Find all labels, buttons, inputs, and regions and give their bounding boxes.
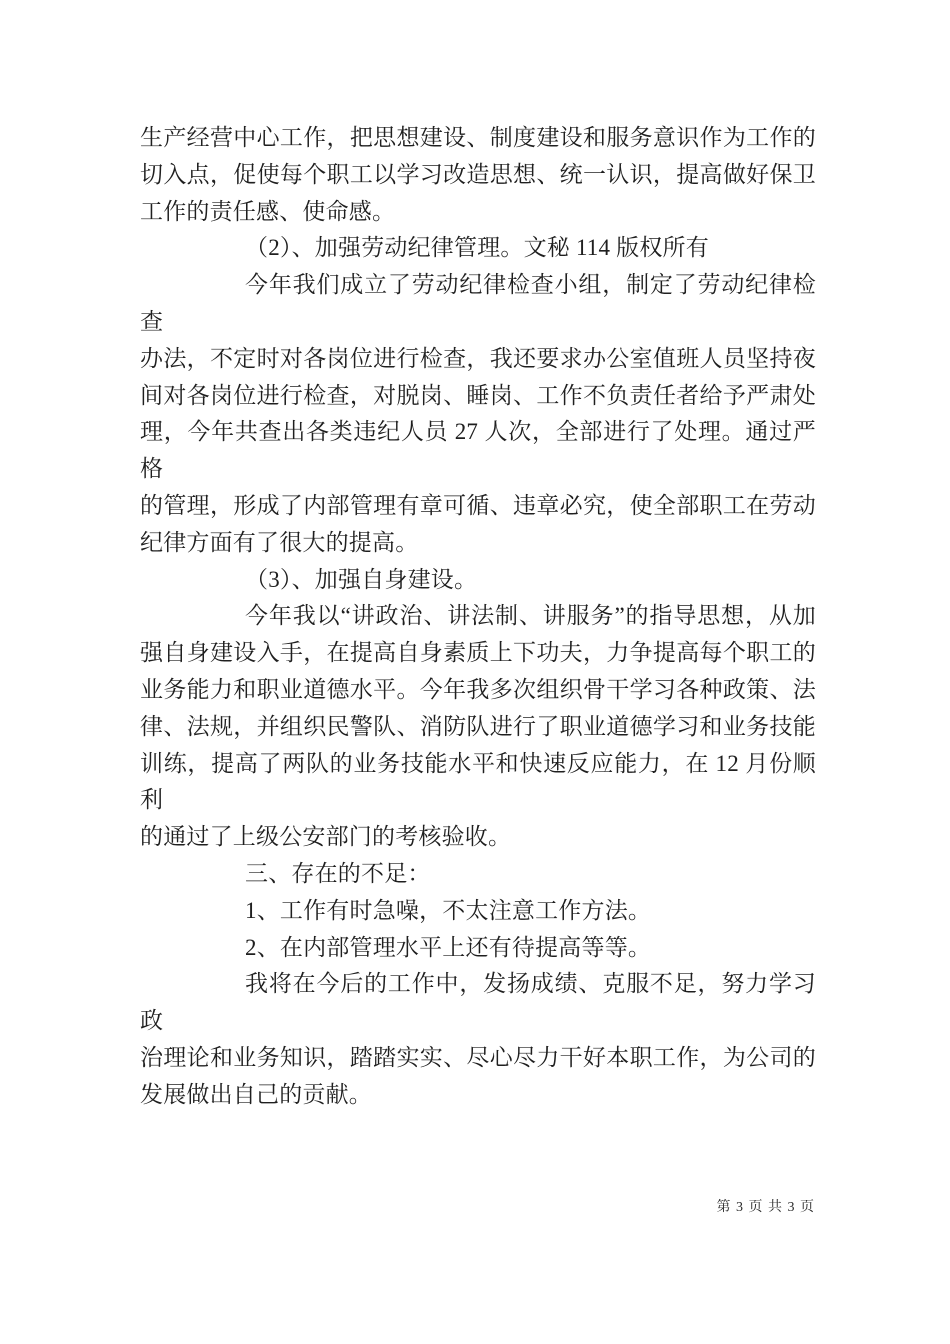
text-line: 工作的责任感、使命感。: [140, 198, 396, 224]
text-line: （2）、加强劳动纪律管理。文秘 114 版权所有: [245, 235, 709, 261]
text-line: 1、工作有时急噪，不太注意工作方法。: [245, 897, 652, 923]
text-line: 强自身建设入手，在提高自身素质上下功夫，力争提高每个职工的: [140, 640, 816, 666]
text-line: （3）、加强自身建设。: [245, 566, 478, 592]
document-text: [140, 120, 816, 1114]
text-line: 今年我们成立了劳动纪律检查小组，制定了劳动纪律检查: [140, 272, 816, 334]
text-line: 三、存在的不足：: [245, 860, 431, 886]
text-line: 的管理，形成了内部管理有章可循、违章必究，使全部职工在劳动: [140, 492, 816, 518]
text-line: 律、法规，并组织民警队、消防队进行了职业道德学习和业务技能: [140, 713, 816, 739]
text-line: 今年我以“讲政治、讲法制、讲服务”的指导思想，从加: [245, 603, 816, 629]
text-line: 理，今年共查出各类违纪人员 27 人次，全部进行了处理。通过严格: [140, 419, 816, 482]
text-line: 办法，不定时对各岗位进行检查，我还要求办公室值班人员坚持夜: [140, 345, 816, 371]
text-line: 业务能力和职业道德水平。今年我多次组织骨干学习各种政策、法: [140, 676, 816, 702]
text-line: 纪律方面有了很大的提高。: [140, 529, 419, 555]
text-line: 训练，提高了两队的业务技能水平和快速反应能力，在 12 月份顺利: [140, 750, 816, 813]
text-line: 我将在今后的工作中，发扬成绩、克服不足，努力学习政: [140, 971, 816, 1034]
text-line: 治理论和业务知识，踏踏实实、尽心尽力干好本职工作，为公司的: [140, 1044, 816, 1070]
text-line: 发展做出自己的贡献。: [140, 1081, 372, 1107]
text-line: 的通过了上级公安部门的考核验收。: [140, 824, 512, 850]
text-line: 生产经营中心工作，把思想建设、制度建设和服务意识作为工作的: [140, 125, 816, 150]
text-line: 切入点，促使每个职工以学习改造思想、统一认识，提高做好保卫: [140, 161, 816, 187]
text-line: 2、在内部管理水平上还有待提高等等。: [245, 934, 652, 960]
text-line: 间对各岗位进行检查，对脱岗、睡岗、工作不负责任者给予严肃处: [140, 382, 816, 408]
page-number-footer: 第 3 页 共 3 页: [716, 1200, 815, 1215]
